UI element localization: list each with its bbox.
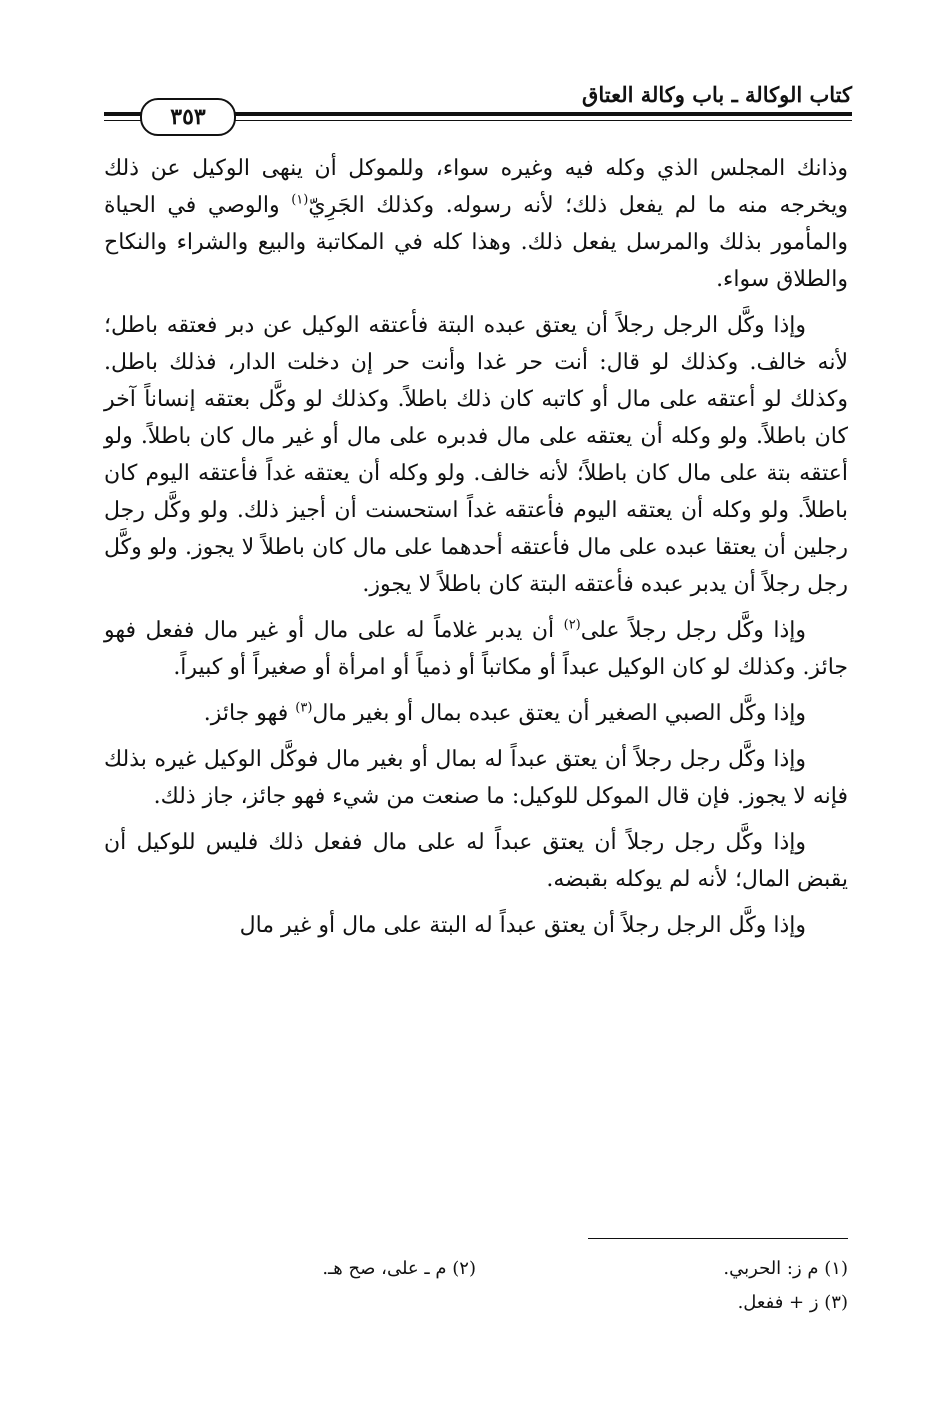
footnote-3-marker: (٣) <box>824 1292 848 1313</box>
paragraph-1-text: وذانك المجلس الذي وكله فيه وغيره سواء، وللموكل أن ينهى الوكيل عن ذلك ويخرجه منه ما لم يفعل ذلك؛ لأنه رسوله. وكذلك الجَرِيّ <box>104 156 848 218</box>
paragraph-4-tail: فهو جائز. <box>203 701 289 726</box>
page-number-badge <box>140 98 236 136</box>
footnote-2 <box>104 1252 476 1286</box>
footnote-row-2 <box>104 1286 848 1320</box>
footnote-3-text: ز + ففعل. <box>737 1292 819 1313</box>
paragraph-4-text: وإذا وكَّل الصبي الصغير أن يعتق عبده بمال أو بغير مال <box>312 701 806 726</box>
footnote-row-1 <box>104 1252 848 1286</box>
footnote-1 <box>476 1252 848 1286</box>
paragraph-3-tail: أن يدبر غلاماً له على مال أو غير مال ففعل فهو جائز. وكذلك لو كان الوكيل عبداً أو مكاتباً أو ذمياً أو امرأة أو صغيراً أو كبيراً. <box>104 618 848 680</box>
paragraph-1-tail: والوصي في الحياة والمأمور بذلك والمرسل يفعل ذلك. وهذا كله في المكاتبة والبيع والشراء والنكاح والطلاق سواء. <box>104 193 848 292</box>
paragraph-4 <box>104 695 848 732</box>
footnote-2-text: م ـ على، صح هـ. <box>322 1258 447 1279</box>
footnote-3 <box>476 1286 848 1320</box>
paragraph-3 <box>104 612 848 686</box>
paragraph-3-text: وإذا وكَّل رجل رجلاً على <box>580 618 807 643</box>
footnote-1-text: م ز: الحربي. <box>723 1258 819 1279</box>
footnote-ref-3: (٣) <box>295 700 313 716</box>
paragraph-7: وإذا وكَّل الرجل رجلاً أن يعتق عبداً له البتة على مال أو غير مال <box>239 913 806 938</box>
footnote-ref-2: (٢) <box>563 617 581 633</box>
footnote-1-marker: (١) <box>824 1258 848 1279</box>
page-header <box>104 60 852 130</box>
paragraph-1 <box>104 150 848 298</box>
footnote-ref-1: (١) <box>291 192 309 208</box>
footnotes <box>104 1252 848 1320</box>
running-title: كتاب الوكالة ـ باب وكالة العتاق <box>582 82 852 107</box>
footnote-2-marker: (٢) <box>452 1258 476 1279</box>
paragraph-5: وإذا وكَّل رجل رجلاً أن يعتق عبداً له بمال أو بغير مال فوكَّل الوكيل غيره بذلك فإنه لا يجوز. فإن قال الموكل للوكيل: ما صنعت من شيء فهو جائز، جاز ذلك. <box>104 747 848 809</box>
page-number: ٣٥٣ <box>170 104 206 130</box>
paragraph-2: وإذا وكَّل الرجل رجلاً أن يعتق عبده البتة فأعتقه الوكيل عن دبر فعتقه باطل؛ لأنه خالف. وكذلك لو قال: أنت حر غدا وأنت حر إن دخلت الدار، فذلك باطل. وكذلك لو أعتقه على مال أو كاتبه كان ذلك باطلاً. وكذلك لو وكَّل بعتقه إنساناً آخر كان باطلاً. ولو وكله أن يعتقه على مال فدبره على مال أو غير مال كان باطلاً. ولو أعتقه بتة على مال كان باطلاً؛ لأنه خالف. ولو وكله أن يعتقه غداً فأعتقه اليوم كان باطلاً. ولو وكله أن يعتقه اليوم فأعتقه غداً استحسنت أن أجيز ذلك. ولو وكَّل رجل رجلين أن يعتقا عبده على مال فأعتقه أحدهما على مال كان باطلاً لا يجوز. ولو وكَّل رجل رجلاً أن يدبر عبده فأعتقه البتة كان باطلاً لا يجوز. <box>104 313 848 597</box>
body-text <box>104 150 848 953</box>
paragraph-6: وإذا وكَّل رجل رجلاً أن يعتق عبداً له على مال ففعل ذلك فليس للوكيل أن يقبض المال؛ لأنه لم يوكله بقبضه. <box>104 830 848 892</box>
footnote-separator <box>588 1238 848 1239</box>
